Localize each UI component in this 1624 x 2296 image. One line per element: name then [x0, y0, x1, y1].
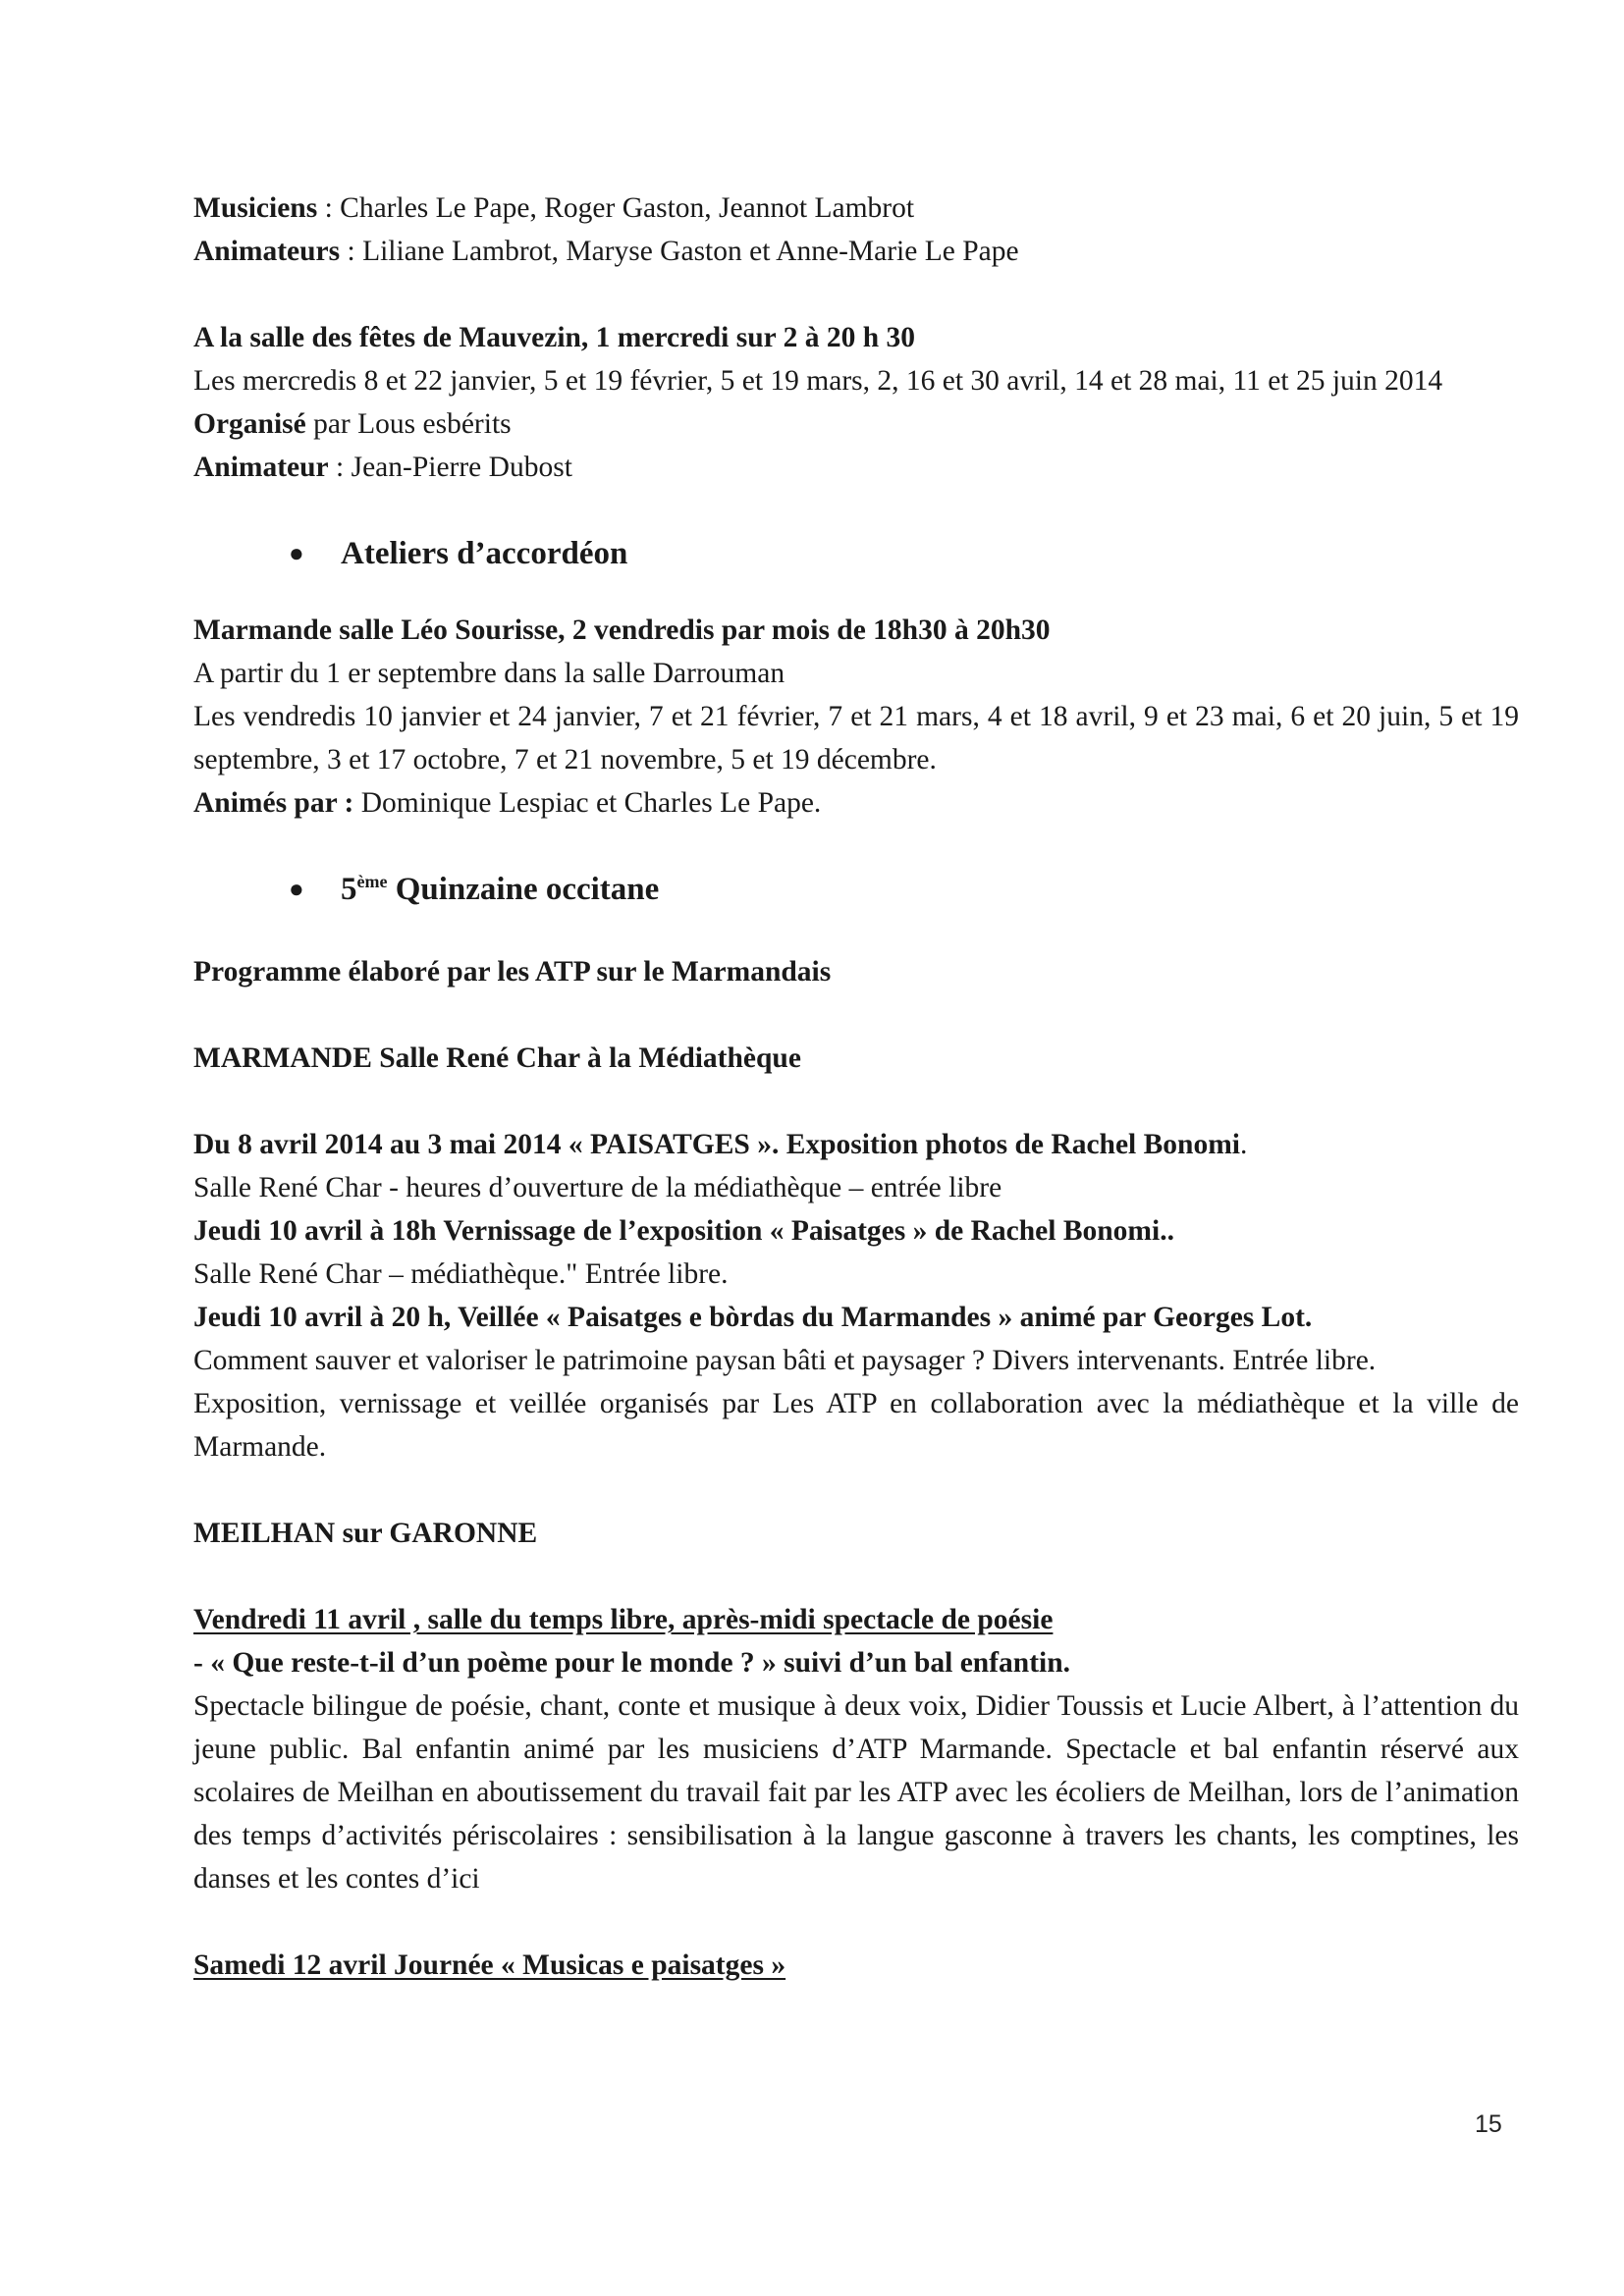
- document-body: [193, 187, 1519, 1987]
- accordeon-heading-text: Ateliers d’accordéon: [341, 536, 628, 571]
- organise-label: Organisé: [193, 408, 306, 440]
- org-info: Exposition, vernissage et veillée organisés par Les ATP en collaboration avec la médiathèque et la ville de Marmande.: [193, 1388, 1519, 1463]
- bullet-icon: ●: [289, 539, 304, 567]
- animes-line: [193, 781, 1519, 825]
- quinzaine-sup: ème: [356, 872, 388, 891]
- vendredi-line: [193, 1598, 1519, 1641]
- musiciens-text: : Charles Le Pape, Roger Gaston, Jeannot Lambrot: [317, 192, 915, 224]
- mauvezin-title: [193, 316, 1519, 359]
- meilhan-title-text: MEILHAN sur GARONNE: [193, 1518, 538, 1549]
- spectacle-text: Spectacle bilingue de poésie, chant, conte et musique à deux voix, Didier Toussis et Lucie Albert, à l’attention du jeune public. Bal enfantin animé par les musiciens d’ATP Marmande. Spectacle et bal enfantin réservé aux scolaires de Meilhan en aboutissement du travail fait par les ATP avec les écoliers de Meilhan, lors de l’animation des temps d’activités périscolaires : sensibilisation à la langue gasconne à travers les chants, les comptines, les danses et les contes d’ici: [193, 1690, 1519, 1895]
- mauvezin-dates: Les mercredis 8 et 22 janvier, 5 et 19 février, 5 et 19 mars, 2, 16 et 30 avril, 14 et 28 mai, 11 et 25 juin 2014: [193, 365, 1443, 397]
- animateurs-label: Animateurs: [193, 236, 341, 267]
- accordeon-from: A partir du 1 er septembre dans la salle Darrouman: [193, 658, 785, 689]
- programme-text: Programme élaboré par les ATP sur le Marmandais: [193, 956, 832, 988]
- marmande-title: [193, 1037, 1519, 1080]
- accordeon-dates: Les vendredis 10 janvier et 24 janvier, 7 et 21 février, 7 et 21 mars, 4 et 18 avril, 9 et 23 mai, 6 et 20 juin, 5 et 19 septembre, 3 et 17 octobre, 7 et 21 novembre, 5 et 19 décembre.: [193, 701, 1519, 775]
- veillee: [193, 1296, 1519, 1339]
- vendredi-text: Vendredi 11 avril , salle du temps libre, après-midi spectacle de poésie: [193, 1604, 1054, 1635]
- organise-text: par Lous esbérits: [305, 408, 512, 440]
- mauvezin-title-text: A la salle des fêtes de Mauvezin, 1 mercredi sur 2 à 20 h 30: [193, 322, 915, 353]
- animateurs-text: : Liliane Lambrot, Maryse Gaston et Anne-Marie Le Pape: [340, 236, 1019, 267]
- expo-title: [193, 1123, 1519, 1166]
- animes-text: Dominique Lespiac et Charles Le Pape.: [353, 787, 822, 819]
- vernissage-text: Jeudi 10 avril à 18h Vernissage de l’exposition « Paisatges » de Rachel Bonomi..: [193, 1215, 1174, 1247]
- accordeon-heading: [193, 524, 1519, 583]
- animateur-line: [193, 446, 1519, 489]
- animateur-text: : Jean-Pierre Dubost: [328, 452, 572, 483]
- poeme-line: [193, 1641, 1519, 1684]
- samedi-line: [193, 1944, 1519, 1987]
- veillee-text: Jeudi 10 avril à 20 h, Veillée « Paisatges e bòrdas du Marmandes » animé par Georges Lot.: [193, 1302, 1313, 1333]
- animateur-label: Animateur: [193, 452, 329, 483]
- vernissage: [193, 1209, 1519, 1253]
- accordeon-title-text: Marmande salle Léo Sourisse, 2 vendredis par mois de 18h30 à 20h30: [193, 614, 1051, 646]
- animateurs-line: [193, 230, 1519, 273]
- animes-label: Animés par :: [193, 787, 354, 819]
- organise-line: [193, 402, 1519, 446]
- vernissage-info: Salle René Char – médiathèque." Entrée libre.: [193, 1258, 729, 1290]
- musiciens-label: Musiciens: [193, 192, 318, 224]
- quinzaine-num: 5: [341, 872, 357, 907]
- samedi-text: Samedi 12 avril Journée « Musicas e paisatges »: [193, 1949, 786, 1981]
- poeme-text: - « Que reste-t-il d’un poème pour le monde ? » suivi d’un bal enfantin.: [193, 1647, 1070, 1679]
- expo-info: Salle René Char - heures d’ouverture de la médiathèque – entrée libre: [193, 1172, 1002, 1203]
- programme-line: [193, 950, 1519, 993]
- marmande-title-text: MARMANDE Salle René Char à la Médiathèque: [193, 1042, 801, 1074]
- expo-title-text: Du 8 avril 2014 au 3 mai 2014 « PAISATGES ». Exposition photos de Rachel Bonomi: [193, 1129, 1240, 1160]
- quinzaine-heading: [193, 860, 1519, 919]
- quinzaine-heading-text: Quinzaine occitane: [387, 872, 660, 907]
- meilhan-title: [193, 1512, 1519, 1555]
- page-number: 15: [1475, 2110, 1502, 2138]
- musiciens-line: [193, 187, 1519, 230]
- expo-dot: .: [1239, 1129, 1248, 1160]
- veillee-info: Comment sauver et valoriser le patrimoine paysan bâti et paysager ? Divers intervenants. Entrée libre.: [193, 1345, 1377, 1376]
- accordeon-title: [193, 609, 1519, 652]
- bullet-icon: ●: [289, 875, 304, 903]
